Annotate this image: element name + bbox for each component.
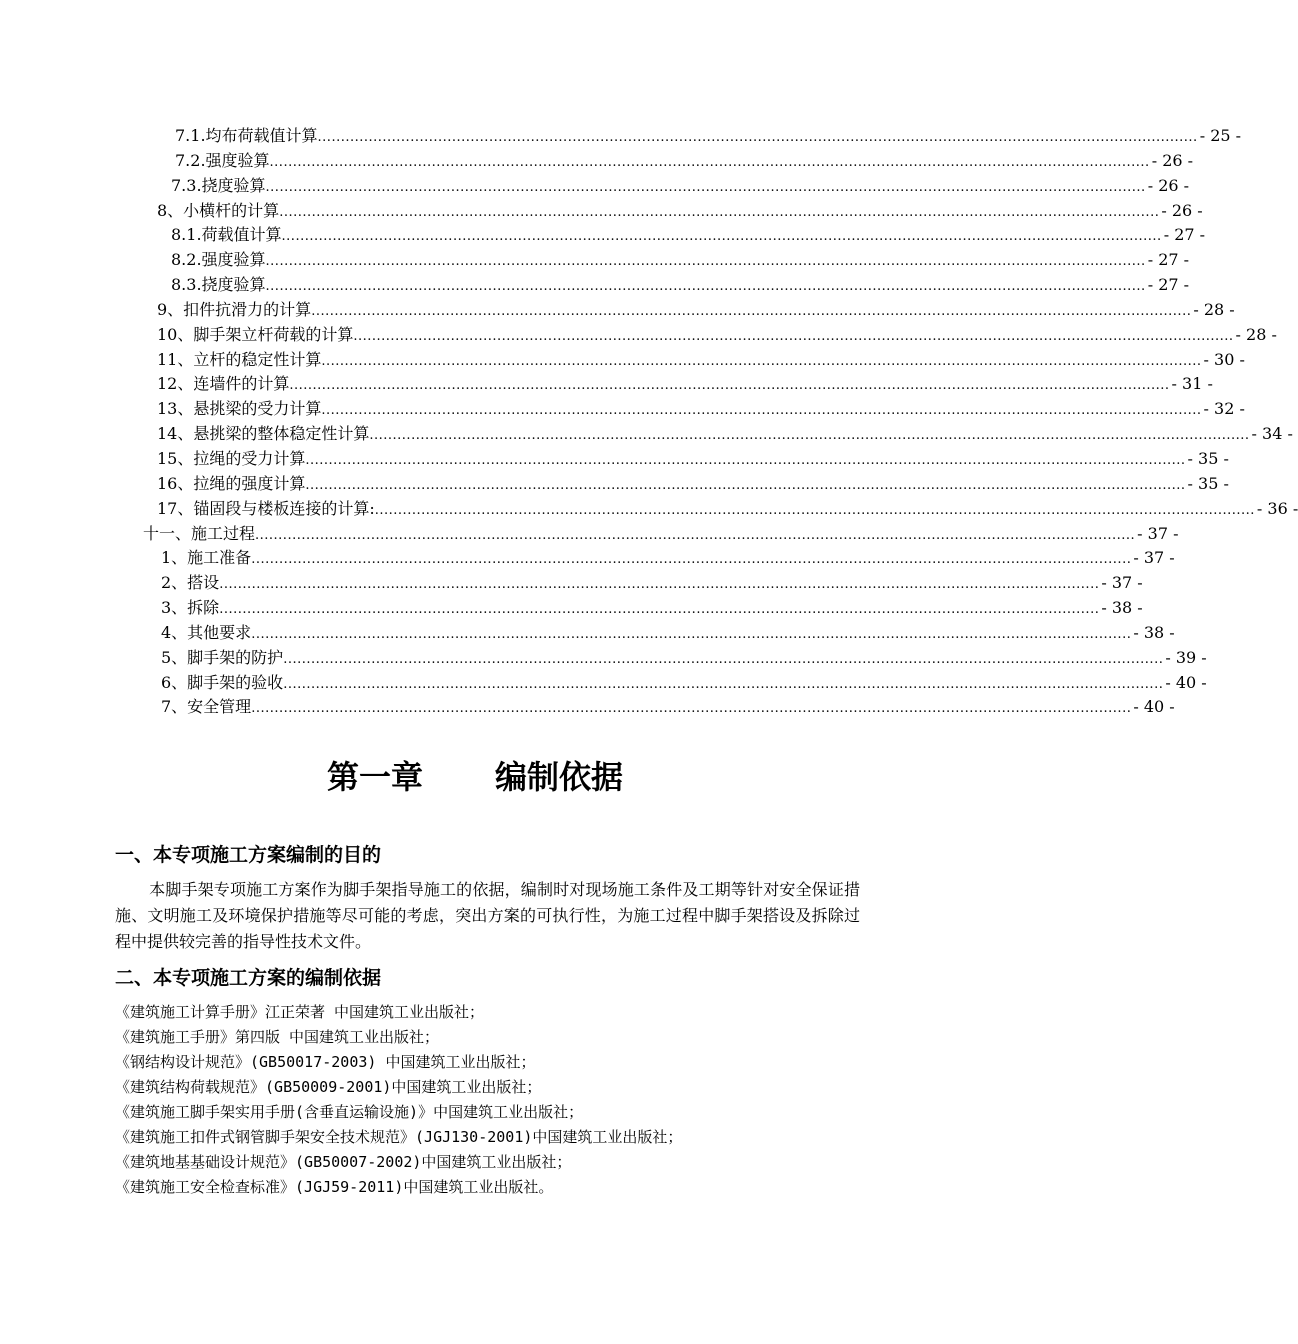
- toc-entry[interactable]: [0, 223, 1206, 248]
- toc-leader: ..............................................................................................................................................................................................: [317, 130, 1198, 145]
- toc-label: 6、脚手架的验收: [161, 672, 284, 692]
- reference-item: 《建筑结构荷载规范》(GB50009-2001)中国建筑工业出版社；: [115, 1078, 542, 1096]
- toc-entry[interactable]: [0, 497, 1298, 522]
- toc-page-number: - 40 -: [1165, 672, 1207, 692]
- toc-leader: ..............................................................................................................................................................................................: [374, 502, 1255, 518]
- toc-leader: ..............................................................................................................................................................................................: [265, 179, 1146, 195]
- toc-entry[interactable]: [0, 248, 1190, 273]
- toc-entry[interactable]: [0, 422, 1293, 447]
- toc-page-number: - 36 -: [1256, 498, 1298, 518]
- toc-label: 8.1.荷载值计算: [171, 225, 282, 245]
- toc-entry[interactable]: [0, 695, 1175, 720]
- toc-leader: ..............................................................................................................................................................................................: [279, 204, 1160, 220]
- toc-entry[interactable]: [0, 348, 1245, 373]
- toc-leader: ..............................................................................................................................................................................................: [251, 552, 1132, 568]
- toc-leader: ..............................................................................................................................................................................................: [305, 477, 1186, 493]
- purpose-paragraph: [115, 877, 860, 955]
- toc-leader: ..............................................................................................................................................................................................: [255, 527, 1136, 543]
- toc-page-number: - 39 -: [1165, 647, 1207, 667]
- toc-label: 7、安全管理: [161, 697, 252, 717]
- toc-page-number: - 26 -: [1151, 150, 1194, 170]
- toc-label: 3、拆除: [161, 598, 220, 618]
- toc-page-number: - 25 -: [1199, 126, 1242, 145]
- toc-leader: ..............................................................................................................................................................................................: [265, 254, 1146, 270]
- toc-entry[interactable]: [0, 397, 1245, 422]
- toc-label: 5、脚手架的防护: [161, 647, 284, 667]
- toc-label: 12、连墙件的计算: [157, 374, 290, 394]
- toc-label: 十一、施工过程: [143, 523, 256, 543]
- toc-page-number: - 32 -: [1203, 399, 1245, 419]
- toc-leader: ..............................................................................................................................................................................................: [219, 577, 1100, 593]
- toc-entry[interactable]: [0, 447, 1229, 472]
- toc-entry[interactable]: [0, 671, 1207, 696]
- toc-entry[interactable]: [0, 199, 1203, 224]
- toc-entry[interactable]: [0, 472, 1229, 497]
- toc-page-number: - 35 -: [1187, 473, 1229, 493]
- toc-page-number: - 28 -: [1235, 324, 1277, 344]
- toc-label: 1、施工准备: [161, 548, 252, 568]
- toc-leader: ..............................................................................................................................................................................................: [269, 154, 1150, 170]
- purpose-text: 本脚手架专项施工方案作为脚手架指导施工的依据，编制时对现场施工条件及工期等针对安全保证措施、文明施工及环境保护措施等尽可能的考虑，突出方案的可执行性，为施工过程中脚手架搭设及拆除过程中提供较完善的指导性技术文件。: [115, 880, 860, 951]
- reference-item: 《建筑施工计算手册》江正荣著 中国建筑工业出版社；: [115, 1003, 485, 1021]
- toc-entry[interactable]: [0, 522, 1179, 547]
- reference-item: 《建筑施工脚手架实用手册(含垂直运输设施)》中国建筑工业出版社；: [115, 1103, 584, 1121]
- toc-entry[interactable]: [0, 174, 1190, 199]
- toc-page-number: - 37 -: [1133, 548, 1175, 568]
- reference-item: 《钢结构设计规范》(GB50017-2003) 中国建筑工业出版社；: [115, 1053, 536, 1071]
- toc-label: 14、悬挑梁的整体稳定性计算: [157, 424, 370, 444]
- toc-entry[interactable]: [0, 323, 1277, 348]
- toc-leader: ..............................................................................................................................................................................................: [251, 626, 1132, 642]
- section-heading-basis: 二、本专项施工方案的编制依据: [115, 967, 382, 989]
- toc-label: 17、锚固段与楼板连接的计算:: [157, 498, 375, 518]
- reference-list: [115, 1000, 860, 1200]
- chapter-heading: [0, 752, 950, 798]
- toc-label: 15、拉绳的受力计算: [157, 448, 306, 468]
- toc-entry[interactable]: [0, 596, 1143, 621]
- toc-label: 16、拉绳的强度计算: [157, 473, 306, 493]
- toc-page-number: - 28 -: [1193, 299, 1235, 319]
- toc-page-number: - 37 -: [1137, 523, 1179, 543]
- toc-leader: ..............................................................................................................................................................................................: [283, 676, 1164, 692]
- toc-label: 8.2.强度验算: [171, 250, 266, 270]
- toc-leader: ..............................................................................................................................................................................................: [311, 303, 1192, 319]
- reference-item: 《建筑施工扣件式钢管脚手架安全技术规范》(JGJ130-2001)中国建筑工业出版社；: [115, 1128, 683, 1146]
- reference-item: 《建筑施工手册》第四版 中国建筑工业出版社；: [115, 1028, 440, 1046]
- toc-entry[interactable]: [0, 273, 1190, 298]
- toc-leader: ..............................................................................................................................................................................................: [305, 452, 1186, 468]
- toc-page-number: - 34 -: [1251, 424, 1293, 444]
- toc-page-number: - 27 -: [1147, 275, 1190, 295]
- reference-item: 《建筑施工安全检查标准》(JGJ59-2011)中国建筑工业出版社。: [115, 1178, 554, 1196]
- toc-label: 7.1.均布荷载值计算: [175, 126, 318, 145]
- toc-page-number: - 27 -: [1163, 225, 1206, 245]
- toc-label: 8.3.挠度验算: [171, 275, 266, 295]
- section-heading-purpose: 一、本专项施工方案编制的目的: [115, 844, 382, 866]
- toc-label: 7.2.强度验算: [175, 150, 270, 170]
- toc-label: 2、搭设: [161, 573, 220, 593]
- toc-leader: ..............................................................................................................................................................................................: [353, 328, 1234, 344]
- toc-label: 4、其他要求: [161, 622, 252, 642]
- toc-entry[interactable]: [0, 124, 1242, 149]
- toc-entry[interactable]: [0, 571, 1143, 596]
- toc-label: 10、脚手架立杆荷载的计算: [157, 324, 354, 344]
- toc-leader: ..............................................................................................................................................................................................: [321, 403, 1202, 419]
- toc-entry[interactable]: [0, 149, 1194, 174]
- toc-page-number: - 38 -: [1101, 598, 1143, 618]
- toc-label: 11、立杆的稳定性计算: [157, 349, 322, 369]
- toc-page-number: - 27 -: [1147, 250, 1190, 270]
- toc-label: 13、悬挑梁的受力计算: [157, 399, 322, 419]
- toc-entry[interactable]: [0, 372, 1213, 397]
- reference-item: 《建筑地基基础设计规范》(GB50007-2002)中国建筑工业出版社；: [115, 1153, 572, 1171]
- toc-page-number: - 37 -: [1101, 573, 1143, 593]
- toc-leader: ..............................................................................................................................................................................................: [321, 353, 1202, 369]
- toc-label: 7.3.挠度验算: [171, 175, 266, 195]
- toc-page-number: - 30 -: [1203, 349, 1245, 369]
- toc-label: 8、小横杆的计算: [157, 200, 280, 220]
- toc-page-number: - 31 -: [1171, 374, 1213, 394]
- toc-entry[interactable]: [0, 546, 1175, 571]
- toc-page-number: - 38 -: [1133, 622, 1175, 642]
- toc-page-number: - 35 -: [1187, 448, 1229, 468]
- toc-page-number: - 40 -: [1133, 697, 1175, 717]
- toc-entry[interactable]: [0, 646, 1207, 671]
- toc-leader: ..............................................................................................................................................................................................: [369, 428, 1250, 444]
- toc-page-number: - 26 -: [1147, 175, 1190, 195]
- toc-entry[interactable]: [0, 621, 1175, 646]
- toc-leader: ..............................................................................................................................................................................................: [281, 229, 1162, 245]
- toc-leader: ..............................................................................................................................................................................................: [219, 602, 1100, 618]
- toc-entry[interactable]: [0, 298, 1235, 323]
- toc-label: 9、扣件抗滑力的计算: [157, 299, 312, 319]
- toc-leader: ..............................................................................................................................................................................................: [265, 279, 1146, 295]
- table-of-contents: [0, 124, 1298, 720]
- toc-leader: ..............................................................................................................................................................................................: [283, 651, 1164, 667]
- toc-page-number: - 26 -: [1161, 200, 1203, 220]
- chapter-title: 编制依据: [495, 758, 624, 796]
- toc-leader: ..............................................................................................................................................................................................: [289, 378, 1170, 394]
- chapter-number: 第一章: [326, 758, 423, 796]
- toc-leader: ..............................................................................................................................................................................................: [251, 701, 1132, 717]
